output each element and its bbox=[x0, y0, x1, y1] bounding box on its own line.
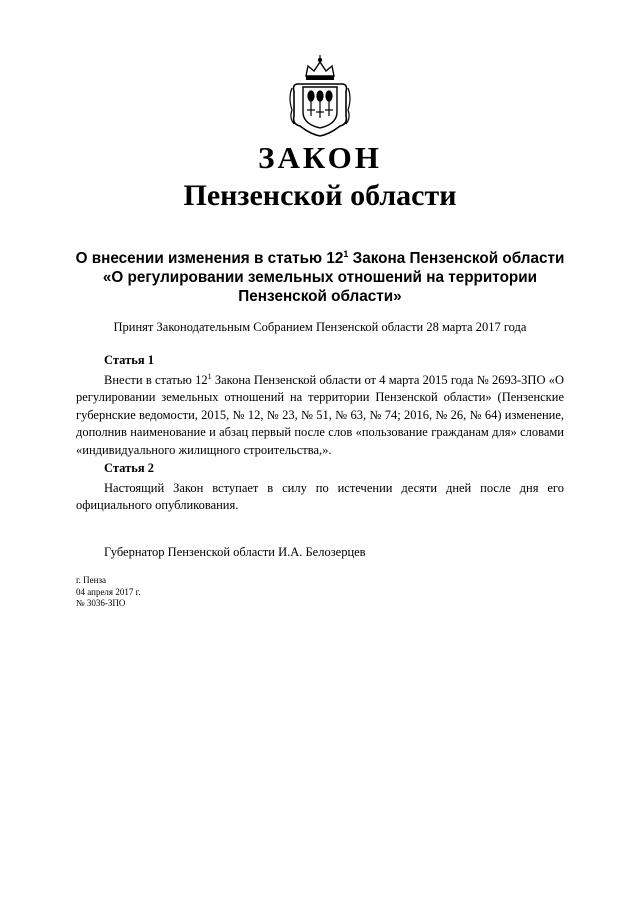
meta-city: г. Пенза bbox=[76, 575, 107, 585]
law-subtitle: Пензенской области bbox=[183, 179, 457, 212]
heading-line-3: Пензенской области» bbox=[238, 288, 402, 305]
heading-line-2: «О регулировании земельных отношений на территории bbox=[102, 269, 538, 286]
heading-line-1: О внесении изменения в статью $12^1$ Закона Пензенской области bbox=[75, 249, 565, 267]
penza-oblast-coat-of-arms-icon bbox=[286, 54, 354, 138]
meta-number: № 3036-ЗПО bbox=[76, 598, 126, 608]
article-2-text: Настоящий Закон вступает в силу по истечении десяти дней после дня его официального опубликования. bbox=[76, 481, 564, 513]
law-title: ЗАКОН bbox=[258, 140, 382, 175]
article-1-heading: Статья 1 bbox=[104, 353, 154, 367]
governor-signature: Губернатор Пензенской области И.А. Белозерцев bbox=[104, 545, 366, 559]
document-heading bbox=[60, 249, 580, 306]
article-1-text: Внести в статью $12^1$ Закона Пензенской области от 4 марта 2015 года № 2693-ЗПО «О регулировании земельных отношений на территории Пензенской области» (Пензенские губернские ведомости, 2015, № 12, № 23, № 51, № 63, № 74; 2016, № 26, № 64) изменение, дополнив наименование и абзац первый после слов «пользование гражданам для» словами «индивидуального жилищного строительства,». bbox=[76, 372, 564, 457]
adoption-note: Принят Законодательным Собранием Пензенской области 28 марта 2017 года bbox=[113, 320, 527, 334]
document-meta bbox=[76, 575, 141, 610]
article-2-heading: Статья 2 bbox=[104, 461, 154, 475]
meta-date: 04 апреля 2017 г. bbox=[76, 586, 141, 597]
